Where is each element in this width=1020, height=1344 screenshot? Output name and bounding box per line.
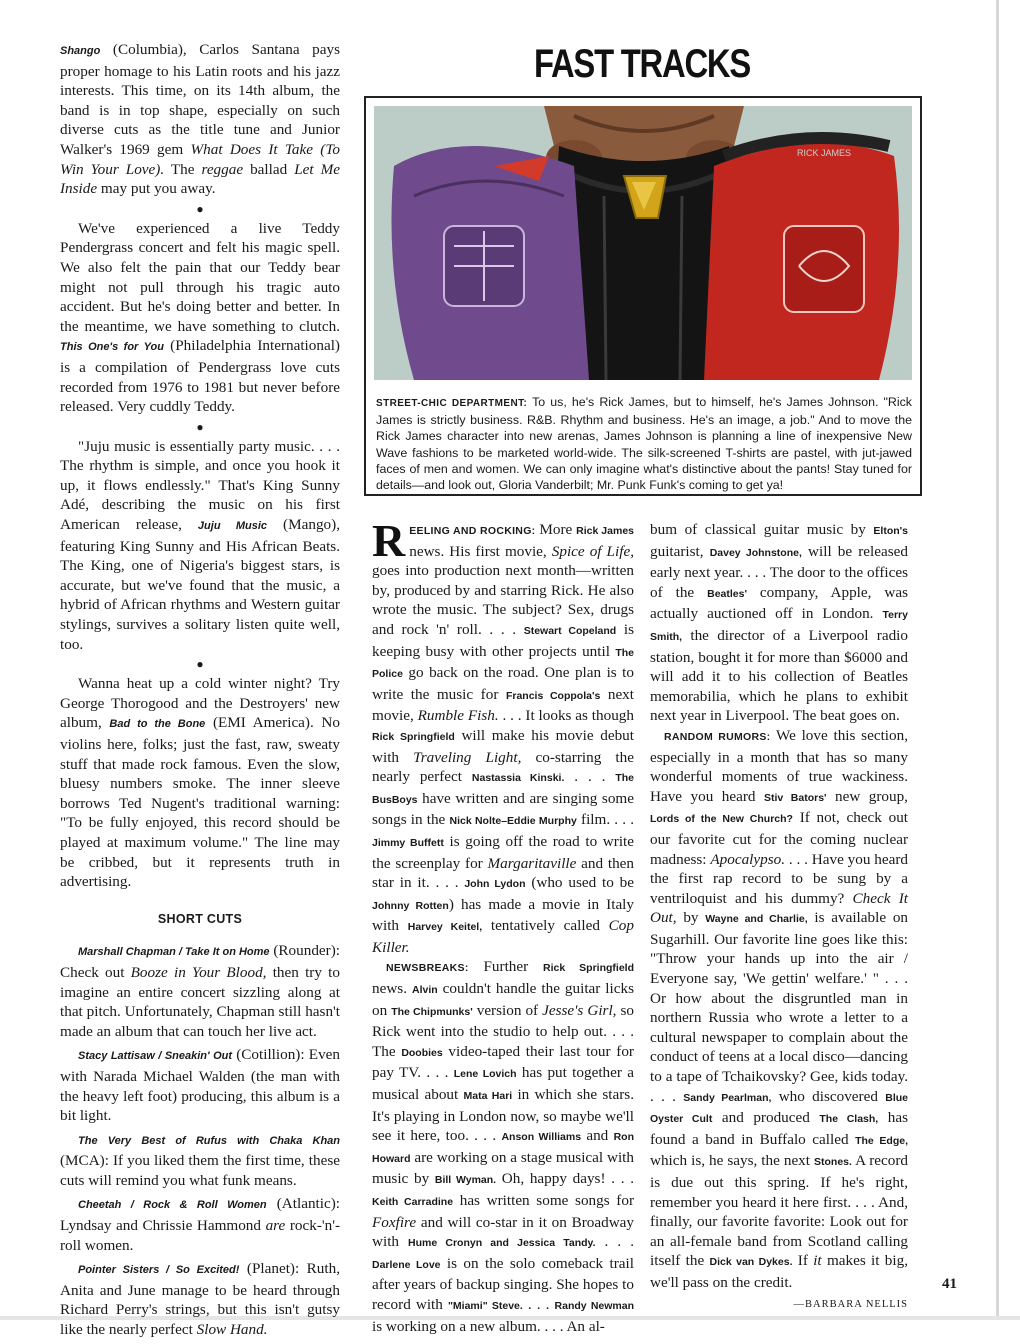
text: (who used to be (525, 874, 634, 892)
name: Blue Oyster Cult (650, 1091, 908, 1126)
name: The BusBoys (372, 772, 634, 806)
text: version of (472, 1001, 543, 1019)
left-column (60, 40, 340, 1344)
name: The Chipmunks' (391, 1005, 473, 1018)
bullet-separator: ● (196, 657, 204, 672)
album-name: The Very Best of Rufus with Chaka Khan (78, 1134, 340, 1147)
emphasis: are (265, 1217, 286, 1235)
name: Jimmy Buffett (372, 836, 444, 849)
short-cut-item (60, 1259, 340, 1339)
text: film. . . . (576, 811, 635, 829)
name: Bill Wyman. (434, 1174, 497, 1187)
name: "Miami" Steve. (447, 1299, 523, 1312)
author-credit: —BARBARA NELLIS (793, 1298, 908, 1310)
text: co-starring the nearly perfect (372, 748, 634, 786)
text: "Juju music is essentially party music. . . . The rhythm is simple, and once you hook it up, it flows endlessly." That's King Sunny Adé, describing the music on his first American release, (60, 437, 340, 534)
name: Keith Carradine (372, 1196, 454, 1208)
name: John Lydon (464, 878, 526, 891)
text: We've experienced a live Teddy Pendergrass concert and felt his magic spell. We also felt the pain that our Teddy bear might not pull through his tragic auto accident. But he's doing better and better. In the meantime, we have something to clutch. (60, 219, 340, 335)
text: Oh, happy days! . . . (496, 1170, 634, 1188)
album-name: Bad to the Bone (109, 718, 206, 731)
name: Dick van Dykes. (709, 1256, 793, 1269)
text: is keeping busy with other projects until (372, 620, 634, 660)
title: Rumble Fish. (417, 707, 499, 725)
album-name: This One's for You (60, 341, 164, 354)
text: video-taped their last tour for pay TV. . . . (372, 1042, 634, 1082)
name: Elton's (873, 525, 908, 537)
title: Spice of Life, (551, 542, 634, 560)
text: Wanna heat up a cold winter night? Try George Thorogood and the Destroyers' new album, (60, 675, 340, 732)
short-cuts-heading: SHORT CUTS (157, 911, 243, 926)
text: bum of classical guitar music by (650, 521, 874, 538)
name: Rick Springfield (372, 730, 455, 743)
title: Apocalypso. (710, 850, 786, 868)
title: Foxfire (372, 1213, 417, 1231)
album-name: Stacy Lattisaw / Sneakin' Out (78, 1050, 233, 1063)
name: Alvin (412, 984, 438, 997)
name: Rick Springfield (543, 962, 634, 975)
text: have written and are singing some songs in the (372, 789, 634, 829)
name: Sandy Pearlman, (683, 1091, 772, 1104)
section-lead: RANDOM RUMORS: (664, 730, 771, 743)
name: Doobies (401, 1046, 443, 1059)
song-title: Booze in Your Blood, (130, 963, 267, 981)
name: Ron Howard (372, 1131, 634, 1165)
caption-lead: STREET-CHIC DEPARTMENT: (376, 398, 528, 409)
title: Jesse's Girl, (542, 1001, 617, 1019)
name: Davey Johnstone, (709, 546, 802, 559)
text: who discovered (771, 1087, 886, 1105)
text: and (581, 1127, 614, 1145)
name: Nastassia Kinski. (471, 772, 565, 785)
text: the director of a Liverpool radio station, bought it for more than $6000 and will add it to his collection of Beatles memorabilia, which he plans to exhibit next year in Liverpool. The beat goes on. (650, 626, 908, 725)
text: has put together a musical about (372, 1064, 634, 1104)
album-name: Cheetah / Rock & Roll Women (78, 1199, 267, 1212)
name: Anson Williams (501, 1131, 582, 1144)
text: so Rick went into the studio to help out. . . . The (372, 1001, 634, 1060)
middle-column (372, 515, 635, 1336)
text: (Rounder): Check out (60, 942, 341, 981)
caption-text: To us, he's Rick James, but to himself, he's James Johnson. "Rick James is strictly business. R&B. Rhythm and business. He's an image, a job." And to move the Rick James character into new arenas, James Johnson is planning a line of inexpensive New Wave fashions to be marketed world-wide. The silk-screened T-shirts are pastel, with jut-jawed faces of men and women. We can only imagine what's distinctive about the pants! Stay tuned for details—and look out, Gloria Vanderbilt; Mr. Punk Funk's coming to get ya! (376, 395, 913, 493)
text: (Philadelphia International) is a compilation of Pendergrass love cuts recorded from 1976 to 1981 but never before released. Very cuddly Teddy. (60, 337, 340, 416)
text: If not, check out our favorite cut for the coming nuclear madness: (650, 809, 909, 868)
section-lead: NEWSBREAKS: (386, 962, 469, 975)
paragraph-santana (60, 40, 340, 199)
name: Stones. (814, 1156, 852, 1169)
short-cut-item (60, 941, 340, 1041)
illustration-svg (374, 106, 912, 380)
text: (Cotillion): Even with Narada Michael Walden (the man with the heavy left foot) producing, this album is a bit light. (60, 1046, 340, 1125)
name: Wayne and Charlie, (705, 913, 808, 926)
name: Stewart Copeland (523, 624, 617, 637)
text: guitarist, (650, 542, 710, 560)
song-title: Slow Hand. (196, 1321, 268, 1339)
text: news. (372, 980, 412, 998)
text: are working on a stage musical with music by (372, 1148, 634, 1188)
text: tentatively called (482, 917, 609, 935)
belt-text: RICK JAMES (796, 148, 852, 158)
text: . . . It looks as though (498, 707, 634, 725)
genre: reggae (201, 160, 244, 178)
name: Harvey Keitel, (407, 921, 483, 934)
text: Further (468, 958, 544, 976)
short-cut-item (60, 1130, 340, 1191)
name: Mata Hari (463, 1090, 513, 1103)
text: company, Apple, was actually auctioned off in London. (650, 583, 908, 623)
text: news. His first movie, (409, 542, 552, 560)
name: Rick James (576, 525, 634, 537)
text: More (535, 521, 577, 538)
text: The (164, 160, 202, 178)
name: Stiv Bators' (763, 791, 827, 804)
text: will make his movie debut with (372, 726, 634, 766)
name: Hume Cronyn and Jessica Tandy. (408, 1237, 596, 1250)
paragraph-reeling-and-rocking (372, 515, 635, 957)
name: Lene Lovich (453, 1068, 517, 1081)
photo-caption (376, 394, 912, 493)
name: Johnny Rotten (372, 899, 449, 912)
short-cut-item (60, 1194, 340, 1255)
text: next movie, (372, 685, 634, 725)
text: (Mango), featuring King Sunny and His African Beats. The King, one of Nigeria's biggest stars, is accurate, but we've found that the music, a hybrid of African rhythms and Western guitar stylings, survives a solitary listen quite well, too. (60, 516, 340, 653)
name: The Edge, (855, 1134, 908, 1147)
text: then try to imagine an entire concert sizzling along at that pitch. Unfortunately, Chapman still hasn't made an album that can touch her live act. (60, 963, 340, 1040)
title: Cop Killer. (372, 917, 634, 956)
album-name: Pointer Sisters / So Excited! (78, 1264, 240, 1277)
album-name: Marshall Chapman / Take It on Home (78, 946, 270, 959)
text: is going off the road to write the screenplay for (372, 832, 635, 872)
section-lead: EELING AND ROCKING: (409, 525, 536, 537)
text: and produced (712, 1109, 820, 1127)
name: Darlene Love (372, 1258, 441, 1271)
album-name: Shango (60, 45, 101, 57)
paragraph-random-rumors (650, 726, 908, 1293)
text: . . . (564, 768, 616, 786)
text: new group, (826, 787, 908, 805)
text: is available on Sugarhill. Our favorite line goes like this: "Throw your hands up into the air / Everyone say, 'We gettin' welfare.' " . . . Or how about the disgruntled man in northern Russia who wrote a letter to a cultural newspaper to complain about the conduct of teens at a local disco—dancing to a tape of Tchaikovsky? Gee, kids today. . . . (650, 909, 909, 1105)
text: makes it big, we'll pass on the credit. (650, 1252, 908, 1291)
text: couldn't handle the guitar licks on (372, 980, 634, 1019)
text: goes into production next month—written by, produced by and starring Rick. He also wrote the music. The subject? Sex, drugs and rock 'n' roll. . . . (372, 562, 634, 638)
title: Traveling Light, (413, 748, 522, 766)
short-cut-item (60, 1045, 340, 1125)
text: (EMI America). No violins here, folks; just the fast, raw, sweaty stuff that made rock famous. Even the slow, bluesy numbers smoke. The inner sleeve borrows Ted Nugent's traditional warning: "To be fully enjoyed, this record should be played at maximum volume." The line may be cribbed, but it represents truth in advertising. (60, 714, 340, 891)
name: The Clash, (819, 1113, 879, 1126)
text: (Columbia), Carlos Santana pays proper homage to his Latin roots and his jazz interests. This time, on its 14th album, the band is in top shape, especially on such diverse cuts as the title tune and Junior Walker's 1969 gem (60, 41, 340, 158)
song-title: What Does It Take (To Win Your Love). (60, 140, 340, 178)
paragraph-sunny-ade (60, 437, 340, 655)
text: (Planet): Ruth, Anita and June manage to be heard through Richard Perry's strings, but this isn't gutsy like the nearly perfect (60, 1260, 340, 1339)
album-name: Juju Music (197, 520, 268, 533)
paragraph-newsbreaks (372, 957, 634, 1336)
text: . . . Have you heard the first rap record to be sung by a ventriloquist and his dummy? (650, 850, 908, 907)
text: rock-'n'-roll women. (60, 1217, 341, 1254)
text: is on the solo comeback trail after years of backup singing. She hopes to record with (372, 1254, 634, 1313)
emphasis: it (813, 1252, 822, 1270)
text: is working on a new album. . . . An al- (372, 1317, 605, 1335)
title: Check It Out, (650, 889, 908, 927)
illustration-pants (374, 106, 912, 380)
text: has written some songs for (453, 1192, 635, 1209)
name: Lords of the New Church? (650, 813, 793, 826)
song-title: Let Me Inside (60, 160, 340, 198)
text: ) has made a movie in Italy with (372, 895, 634, 935)
paragraph-pendergrass (60, 219, 340, 417)
text: (MCA): If you liked them the first time, these cuts will remind you what funk means. (60, 1152, 340, 1189)
text: We love this section, especially in a month that has so many wonderful moments of true wackiness. Have you heard (650, 726, 908, 805)
text: may put you away. (97, 180, 216, 198)
page-edge (996, 0, 999, 1320)
text: and then star in it. . . . (372, 854, 635, 892)
photo-box (364, 96, 922, 496)
name: Terry Smith, (650, 609, 908, 643)
bullet-separator: ● (196, 419, 204, 434)
bullet-separator: ● (196, 201, 204, 216)
paragraph-continued (650, 520, 908, 726)
name: Randy Newman (554, 1299, 635, 1312)
text: . . . (522, 1295, 555, 1313)
text: has found a band in Buffalo called (650, 1109, 908, 1148)
text: which is, he says, the next (650, 1152, 814, 1170)
text: . . . (595, 1233, 634, 1251)
text: and will co-star in it on Broadway with (372, 1213, 634, 1251)
name: Francis Coppola's (505, 689, 601, 702)
text: (Atlantic): Lyndsay and Chrissie Hammond (60, 1195, 340, 1235)
text: in which she stars. It's playing in London now, so maybe we'll see it here, too. . . . (372, 1086, 635, 1145)
text: will be released early next year. . . . The door to the offices of the (650, 542, 908, 601)
title: Margaritaville (487, 854, 577, 872)
name: Nick Nolte–Eddie Murphy (449, 815, 577, 828)
name: Beatles' (707, 587, 747, 600)
page-number: 41 (942, 1276, 957, 1292)
text: go back on the road. One plan is to write the music for (372, 664, 634, 703)
text: ballad (243, 160, 295, 178)
paragraph-thorogood (60, 674, 340, 892)
drop-cap: R (372, 515, 406, 566)
text: by (676, 909, 706, 927)
text: If (792, 1252, 814, 1270)
name: The Police (372, 646, 634, 681)
right-column (650, 520, 908, 1314)
page-title: FAST TRACKS (533, 42, 751, 86)
text: A record is due out this spring. If he's right, remember you heard it here first. . . . And, finally, our favorite favorite: Look out for an all-female band from Scotland calling itself the (650, 1152, 908, 1270)
